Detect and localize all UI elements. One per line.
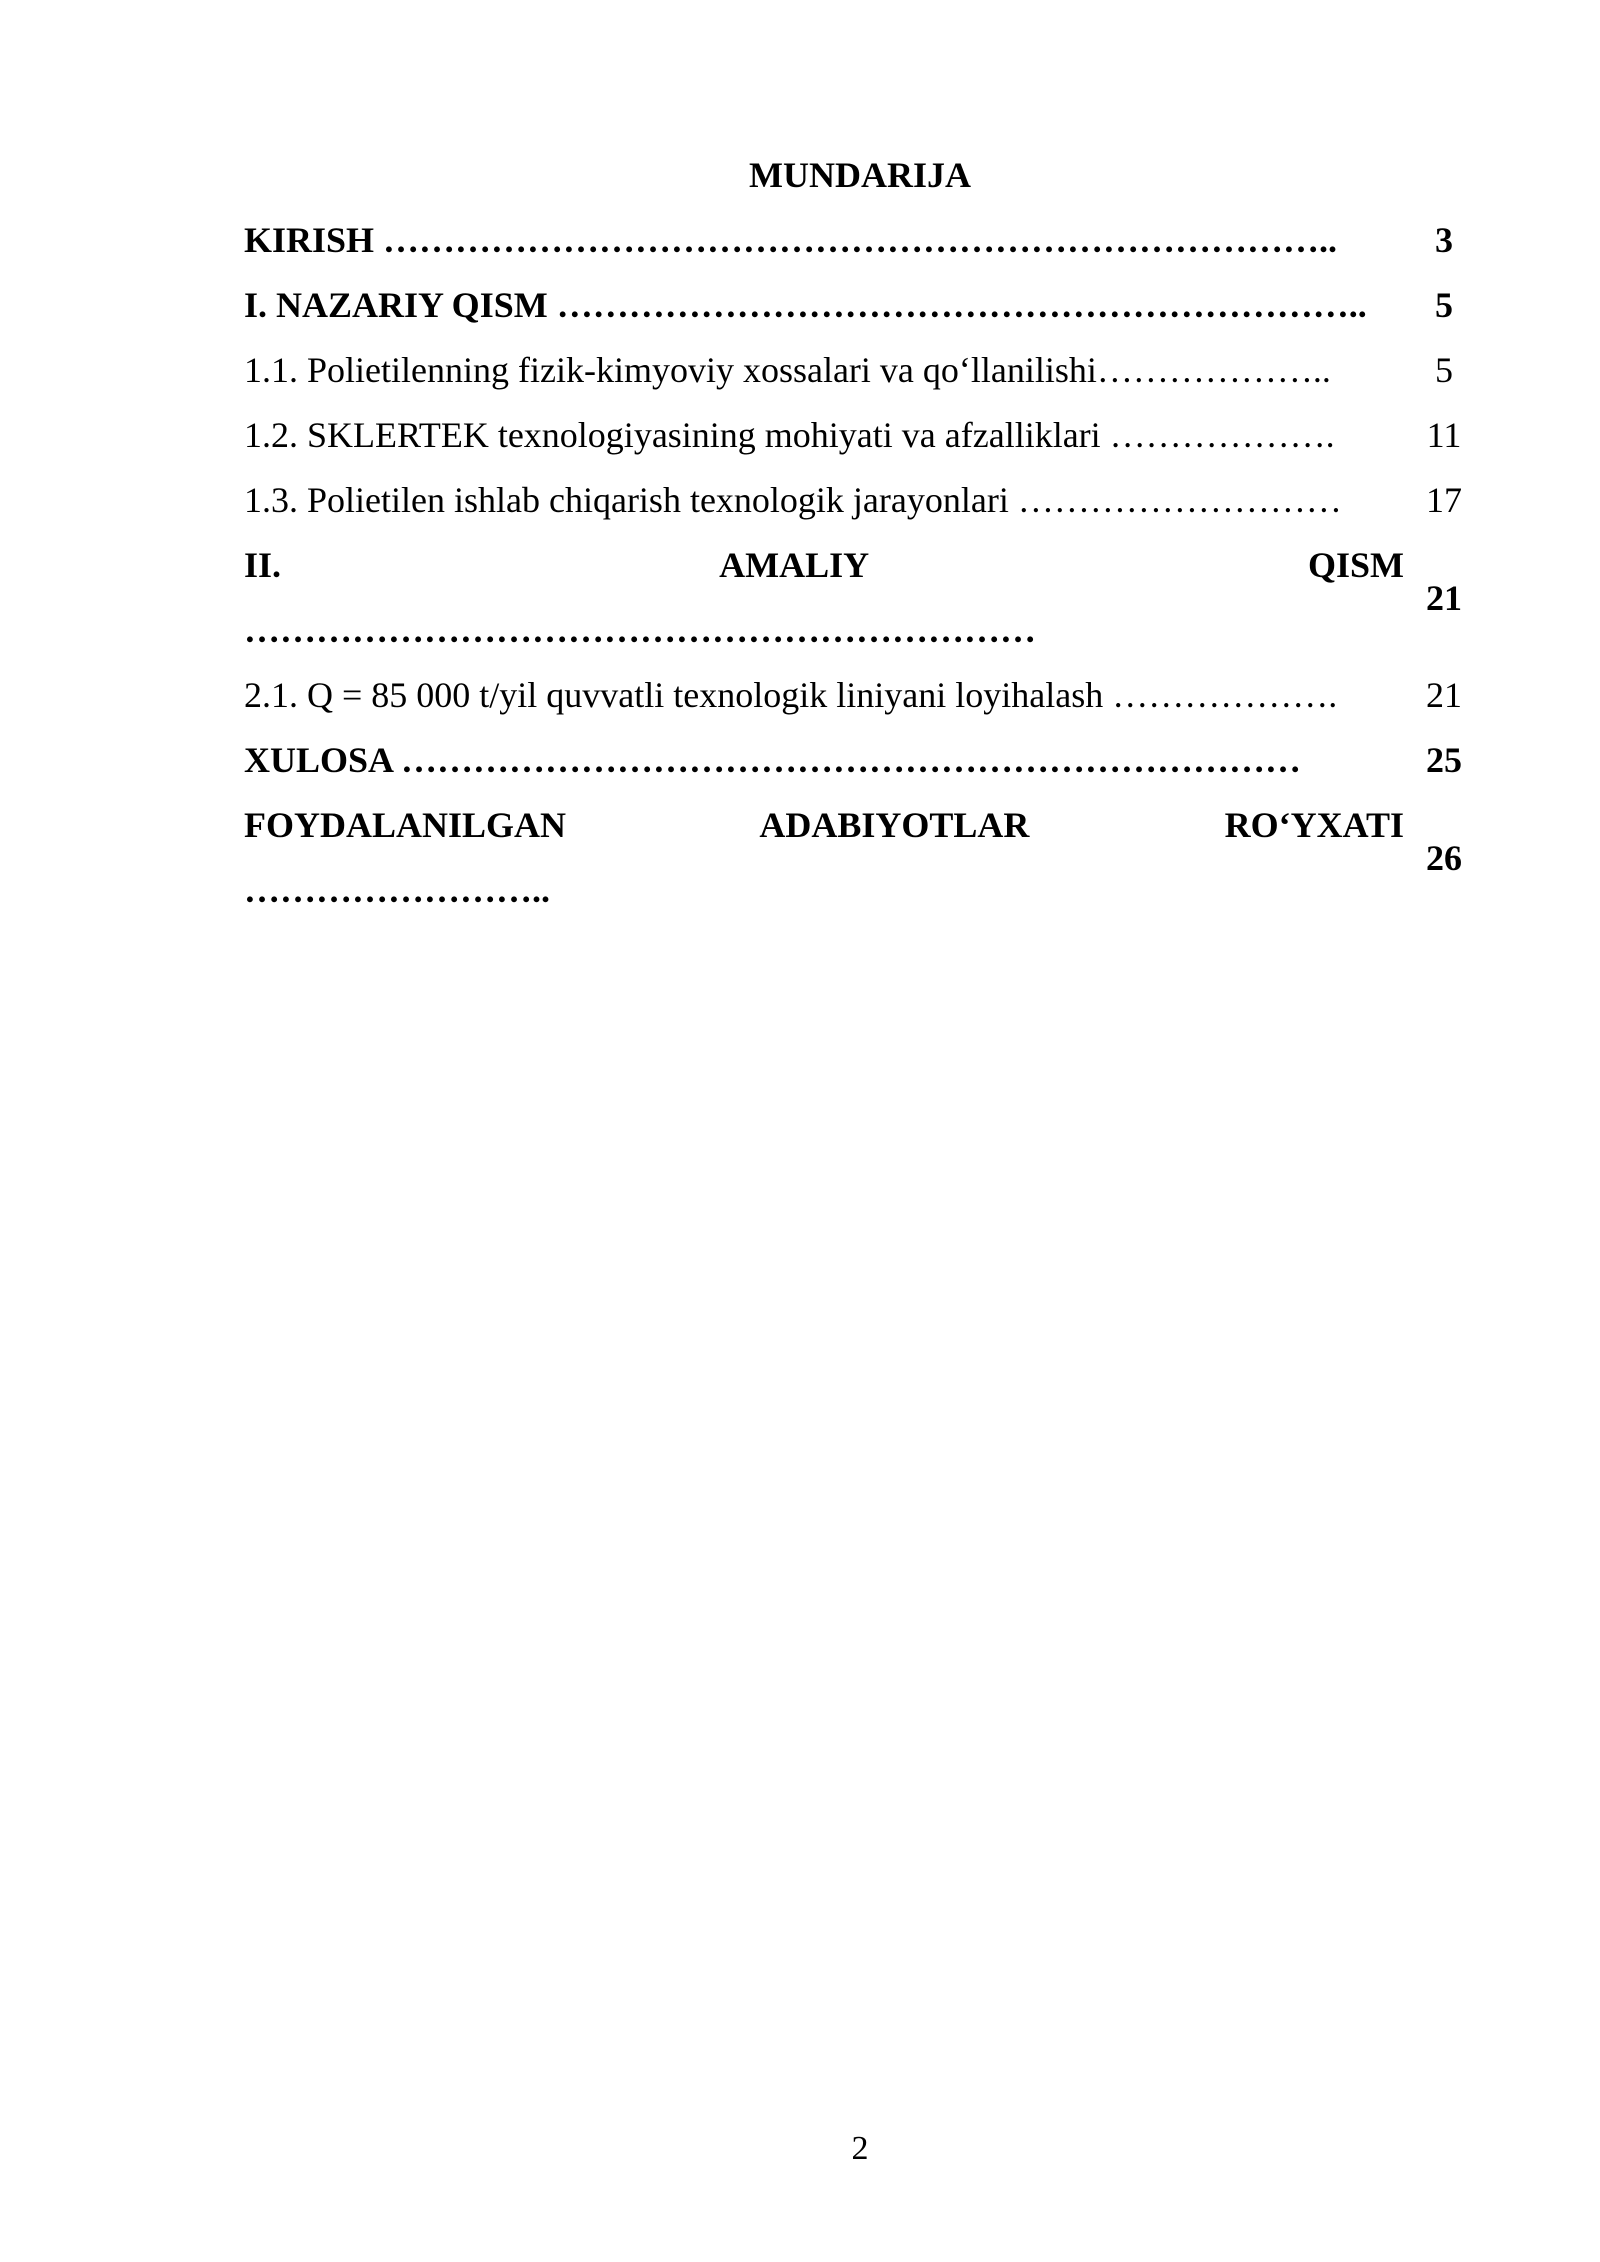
toc-entry-dots: …………………….. <box>244 870 550 910</box>
toc-row <box>244 208 1484 273</box>
page-number: 2 <box>851 2130 869 2167</box>
toc-row <box>244 338 1484 403</box>
toc-row <box>244 793 1484 923</box>
toc-page-number: 5 <box>1435 350 1453 390</box>
table-of-contents <box>244 208 1484 923</box>
toc-page-number: 25 <box>1426 740 1462 780</box>
toc-page-number: 11 <box>1426 415 1462 455</box>
toc-entry: 1.3. Polietilen ishlab chiqarish texnologik jarayonlari ……………………… <box>244 480 1342 520</box>
toc-entry <box>244 793 1404 923</box>
toc-page-number: 21 <box>1426 577 1462 618</box>
toc-page-number: 21 <box>1426 675 1462 715</box>
toc-row <box>244 403 1484 468</box>
toc-entry: 2.1. Q = 85 000 t/yil quvvatli texnologik liniyani loyihalash ………………. <box>244 675 1338 715</box>
toc-page-number: 17 <box>1426 480 1462 520</box>
toc-row <box>244 663 1484 728</box>
toc-entry <box>244 533 1404 663</box>
toc-title: MUNDARIJA <box>749 155 971 195</box>
toc-row <box>244 728 1484 793</box>
toc-entry: XULOSA ………………………………………………………………… <box>244 740 1302 780</box>
toc-row <box>244 273 1484 338</box>
toc-row <box>244 468 1484 533</box>
toc-entry-dots: ………………………………………………………… <box>244 610 1036 650</box>
toc-row <box>244 533 1484 663</box>
toc-entry: 1.1. Polietilenning fizik-kimyoviy xossalari va qo‘llanilishi……………….. <box>244 350 1331 390</box>
toc-entry: I. NAZARIY QISM ………………………………………………………….. <box>244 285 1367 325</box>
toc-entry-label: II. AMALIY QISM <box>244 545 1404 585</box>
toc-page-number: 3 <box>1435 220 1453 260</box>
toc-entry: 1.2. SKLERTEK texnologiyasining mohiyati va afzalliklari ………………. <box>244 415 1335 455</box>
toc-entry: KIRISH …………………………………………………………………….. <box>244 220 1338 260</box>
toc-page-number: 5 <box>1435 285 1453 325</box>
toc-page-number: 26 <box>1426 837 1462 878</box>
toc-entry-label: FOYDALANILGAN ADABIYOTLAR RO‘YXATI <box>244 805 1404 845</box>
